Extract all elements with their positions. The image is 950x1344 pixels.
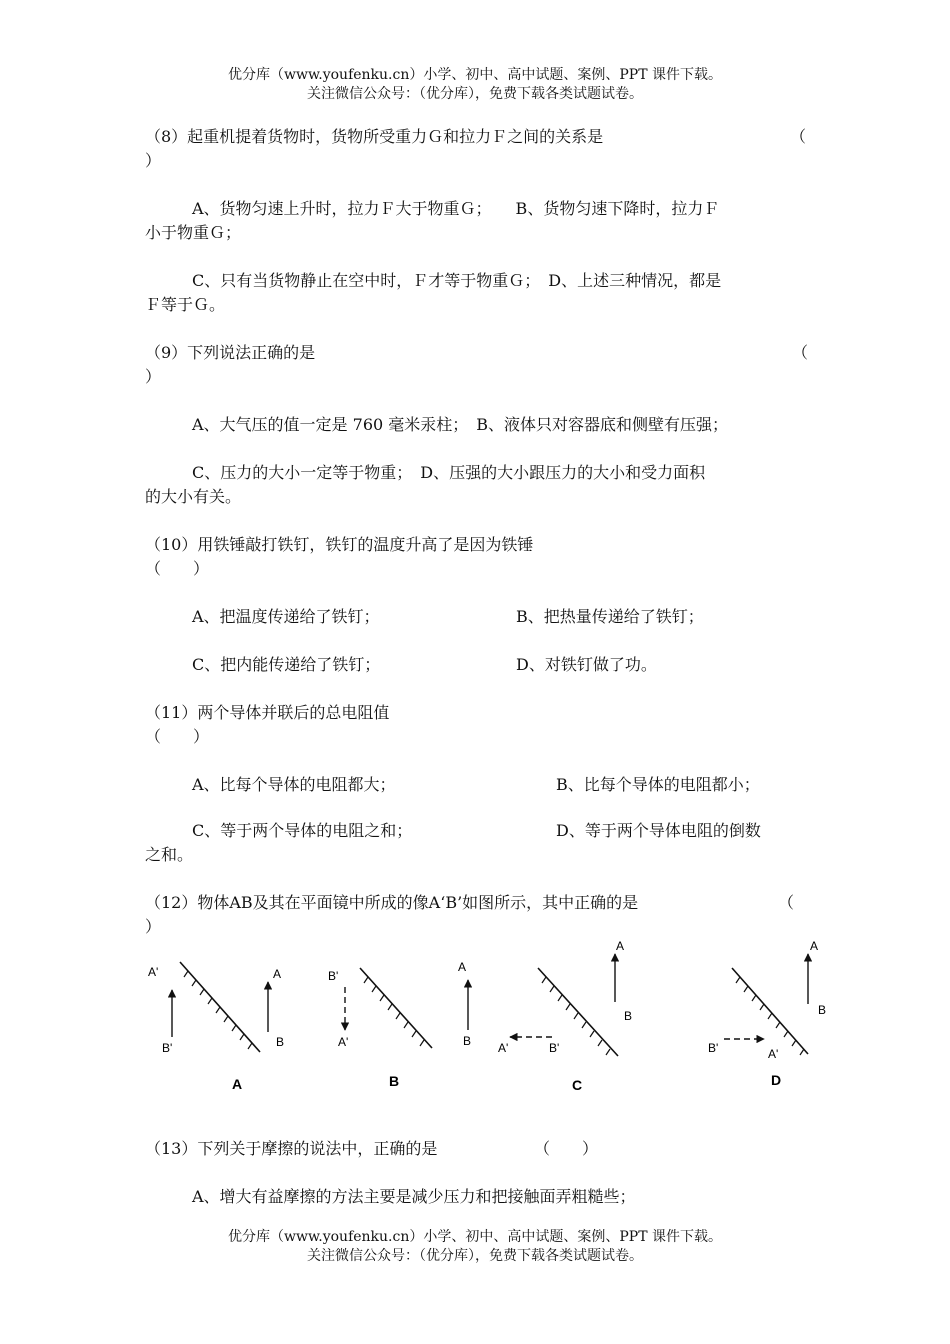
header-line-1: 优分库（www.youfenku.cn）小学、初中、高中试题、案例、PPT 课件下载。 xyxy=(227,67,722,83)
q11-option-b: B、比每个导体的电阻都小； xyxy=(556,775,760,794)
q11-option-a: A、比每个导体的电阻都大； xyxy=(192,775,396,794)
mirror-figure-option-b xyxy=(328,960,471,1089)
q13-option-a: A、增大有益摩擦的方法主要是减少压力和把接触面弄粗糙些； xyxy=(192,1187,636,1206)
caption-d: D xyxy=(771,1072,782,1088)
footer-line-2: 关注微信公众号：（优分库），免费下载各类试题试卷。 xyxy=(307,1248,643,1264)
q10-option-b: B、把热量传递给了铁钉； xyxy=(516,607,704,626)
label-b: B xyxy=(818,1003,827,1017)
q8-options-ab-line1: A、货物匀速上升时，拉力Ｆ大于物重Ｇ； B、货物匀速下降时，拉力Ｆ xyxy=(192,199,720,218)
label-a: A xyxy=(810,939,819,953)
label-a-prime: A' xyxy=(338,1035,349,1049)
q10-answer-paren: （ ） xyxy=(145,559,210,578)
label-b-prime: B' xyxy=(549,1041,560,1055)
q10-option-c: C、把内能传递给了铁钉； xyxy=(192,655,381,674)
label-b-prime: B' xyxy=(708,1041,719,1055)
q12-answer-paren-close: ） xyxy=(145,917,162,936)
q8-answer-paren-close: ） xyxy=(145,151,162,170)
label-a-prime: A' xyxy=(498,1041,509,1055)
label-b: B xyxy=(624,1009,633,1023)
label-a: A xyxy=(273,967,282,981)
mirror-figure-option-a xyxy=(148,962,284,1092)
q12-mirror-diagram xyxy=(140,932,840,1102)
q12-answer-paren-open: （ xyxy=(778,893,795,912)
label-a-prime: A' xyxy=(148,965,159,979)
plane-mirror xyxy=(180,962,260,1052)
q10-stem: （10）用铁锤敲打铁钉，铁钉的温度升高了是因为铁锤 xyxy=(145,535,534,554)
q9-options-ab: A、大气压的值一定是 760 毫米汞柱； B、液体只对容器底和侧壁有压强； xyxy=(192,415,729,434)
label-a: A xyxy=(458,960,467,974)
caption-c: C xyxy=(572,1077,583,1093)
plane-mirror xyxy=(360,968,432,1048)
caption-b: B xyxy=(389,1073,400,1089)
q9-answer-paren-close: ） xyxy=(145,367,162,386)
q10-option-a: A、把温度传递给了铁钉； xyxy=(192,607,380,626)
mirror-figure-option-d xyxy=(708,939,826,1088)
label-b-prime: B' xyxy=(328,969,339,983)
label-b: B xyxy=(276,1035,285,1049)
label-b: B xyxy=(463,1034,472,1048)
page-footer xyxy=(0,1228,950,1266)
q9-answer-paren-open: （ xyxy=(792,343,809,362)
q11-option-d-line1: D、等于两个导体电阻的倒数 xyxy=(556,821,761,840)
q13-answer-paren: （ ） xyxy=(534,1139,599,1158)
q9-options-cd-line2: 的大小有关。 xyxy=(145,487,242,506)
header-line-2: 关注微信公众号：（优分库），免费下载各类试题试卷。 xyxy=(307,86,643,102)
mirror-figure-option-c xyxy=(498,939,632,1093)
footer-line-1: 优分库（www.youfenku.cn）小学、初中、高中试题、案例、PPT 课件下载。 xyxy=(227,1229,722,1245)
label-b-prime: B' xyxy=(162,1041,173,1055)
q13-stem: （13）下列关于摩擦的说法中，正确的是 xyxy=(145,1139,438,1158)
q9-stem: （9）下列说法正确的是 xyxy=(145,343,316,362)
q12-stem: （12）物体AB及其在平面镜中所成的像A‘B’如图所示，其中正确的是 xyxy=(145,893,639,912)
q11-option-c: C、等于两个导体的电阻之和； xyxy=(192,821,413,840)
page-header xyxy=(0,66,950,104)
q11-stem: （11）两个导体并联后的总电阻值 xyxy=(145,703,390,722)
q8-options-cd-line1: C、只有当货物静止在空中时，Ｆ才等于物重Ｇ； D、上述三种情况，都是 xyxy=(192,271,722,290)
q11-option-d-line2: 之和。 xyxy=(145,845,194,864)
q10-option-d: D、对铁钉做了功。 xyxy=(516,655,657,674)
caption-a: A xyxy=(232,1076,243,1092)
plane-mirror xyxy=(732,968,808,1055)
q8-answer-paren-open: （ xyxy=(790,127,807,146)
q8-options-ab-line2: 小于物重Ｇ； xyxy=(145,223,242,242)
q9-options-cd-line1: C、压力的大小一定等于物重； D、压强的大小跟压力的大小和受力面积 xyxy=(192,463,706,482)
q8-stem: （8）起重机提着货物时，货物所受重力Ｇ和拉力Ｆ之间的关系是 xyxy=(145,127,604,146)
q8-options-cd-line2: Ｆ等于Ｇ。 xyxy=(145,295,226,314)
label-a: A xyxy=(616,939,625,953)
label-a-prime: A' xyxy=(768,1047,779,1061)
q11-answer-paren: （ ） xyxy=(145,727,210,746)
